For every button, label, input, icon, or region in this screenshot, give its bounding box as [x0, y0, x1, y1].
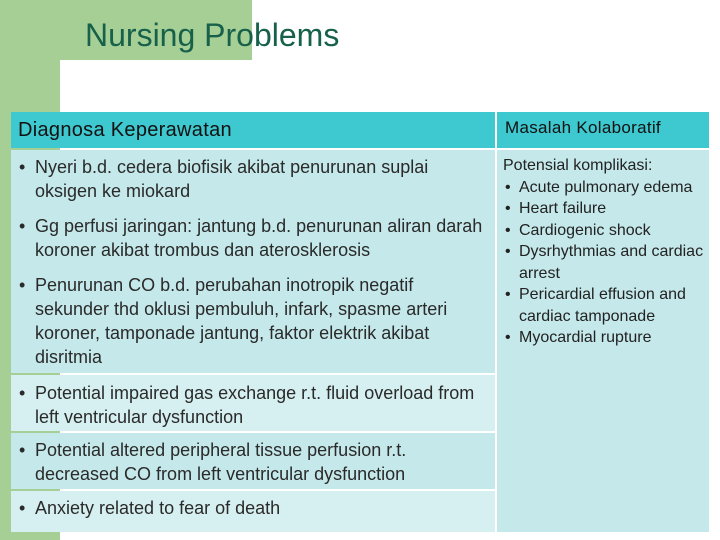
complication-item — [503, 220, 705, 242]
diagnosis-text: Potential altered peripheral tissue perfusion r.t. decreased CO from left ventricular dysfunction — [35, 440, 407, 484]
complication-item — [503, 327, 705, 349]
bullet-icon: • — [505, 286, 511, 303]
bullet-icon: • — [505, 178, 511, 196]
left-column — [11, 112, 495, 532]
diagnosis-item-anxiety — [19, 496, 489, 520]
complication-text: Heart failure — [519, 200, 607, 217]
complication-item — [503, 241, 705, 284]
complications-intro: Potensial komplikasi: — [503, 157, 653, 174]
bullet-icon: • — [19, 275, 26, 295]
diagnosis-cell-anxiety — [11, 491, 495, 532]
diagnosis-item-pain — [19, 155, 489, 203]
nursing-problems-table — [11, 112, 709, 530]
diagnosis-text: Anxiety related to fear of death — [35, 498, 281, 518]
diagnosis-text: Gg perfusi jaringan: jantung b.d. penurunan aliran darah koroner akibat trombus dan aterosklerosis — [35, 216, 483, 260]
complication-text: Acute pulmonary edema — [519, 178, 693, 196]
bullet-icon: • — [505, 329, 511, 346]
bullet-icon: • — [19, 216, 26, 236]
slide-title: Nursing Problems — [85, 17, 340, 53]
complication-text: Dysrhythmias and cardiac arrest — [519, 243, 704, 282]
right-column — [497, 112, 709, 532]
diagnosis-cell-gas-exchange — [11, 375, 495, 431]
collaborative-problems-cell — [497, 150, 709, 532]
diagnosis-cell-peripheral-perfusion — [11, 433, 495, 489]
bullet-icon: • — [19, 383, 26, 403]
bullet-icon: • — [505, 243, 511, 260]
bullet-icon: • — [505, 221, 511, 239]
complication-text: Cardiogenic shock — [519, 221, 651, 239]
complication-text: Pericardial effusion and cardiac tamponade — [519, 286, 686, 325]
complication-item — [503, 177, 705, 199]
diagnosis-text: Potential impaired gas exchange r.t. fluid overload from left ventricular dysfunction — [35, 383, 475, 427]
diagnosis-text: Nyeri b.d. cedera biofisik akibat penurunan suplai oksigen ke miokard — [35, 157, 429, 201]
diagnosis-text: Penurunan CO b.d. perubahan inotropik negatif sekunder thd oklusi pembuluh, infark, spasme arteri koroner, tamponade jantung, faktor elektrik akibat disritmia — [35, 275, 448, 367]
diagnosis-item-gas-exchange — [19, 381, 489, 429]
diagnosis-item-perfusion — [19, 214, 489, 262]
diagnosis-group-cell — [11, 150, 495, 373]
header-masalah-kolaboratif: Masalah Kolaboratif — [497, 112, 709, 148]
bullet-icon: • — [505, 200, 511, 217]
complication-text: Myocardial rupture — [519, 329, 652, 346]
complication-item — [503, 198, 705, 220]
header-diagnosa-keperawatan: Diagnosa Keperawatan — [11, 112, 495, 148]
bullet-icon: • — [19, 440, 26, 460]
diagnosis-item-peripheral-perfusion — [19, 438, 489, 486]
diagnosis-item-cardiac-output — [19, 273, 489, 369]
complication-item — [503, 284, 705, 327]
bullet-icon: • — [19, 157, 26, 177]
bullet-icon: • — [19, 498, 26, 518]
